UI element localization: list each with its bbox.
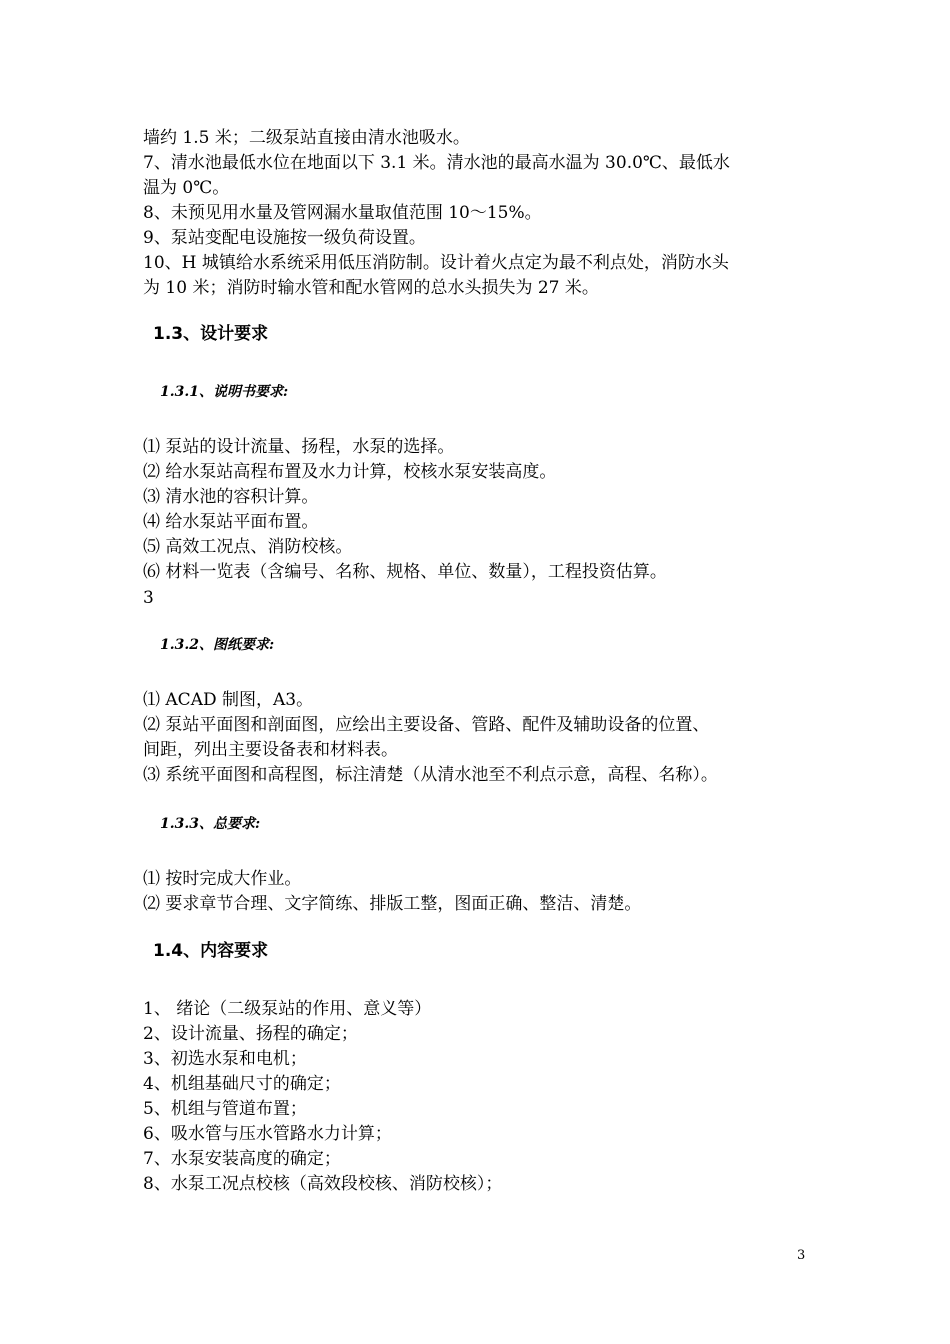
list-item: ⑵ 给水泵站高程布置及水力计算，校核水泵安装高度。 xyxy=(143,462,557,482)
list-item: ⑶ 清水池的容积计算。 xyxy=(143,487,319,507)
page-number: 3 xyxy=(797,1248,806,1263)
list-item: ⑴ ACAD 制图，A3。 xyxy=(143,690,314,710)
subsection-heading-1-3-3: 1.3.3、总要求: xyxy=(160,816,261,832)
list-item: 5、机组与管道布置； xyxy=(143,1099,307,1119)
intro-line: 为 10 米；消防时输水管和配水管网的总水头损失为 27 米。 xyxy=(143,278,599,298)
list-item: ⑹ 材料一览表（含编号、名称、规格、单位、数量），工程投资估算。 xyxy=(143,562,667,582)
list-item: 4、机组基础尺寸的确定； xyxy=(143,1074,341,1094)
list-item: 3、初选水泵和电机； xyxy=(143,1049,307,1069)
list-item: ⑸ 高效工况点、消防校核。 xyxy=(143,537,353,557)
section-heading-1-4: 1.4、内容要求 xyxy=(153,941,269,961)
intro-line: 9、泵站变配电设施按一级负荷设置。 xyxy=(143,228,426,248)
list-item: ⑶ 系统平面图和高程图，标注清楚（从清水池至不利点示意，高程、名称）。 xyxy=(143,765,718,785)
list-item: 间距，列出主要设备表和材料表。 xyxy=(143,740,398,760)
list-item: 1、 绪论（二级泵站的作用、意义等） xyxy=(143,999,432,1019)
section-heading-1-3: 1.3、设计要求 xyxy=(153,324,269,344)
list-item: ⑴ 按时完成大作业。 xyxy=(143,869,302,889)
subsection-heading-1-3-1: 1.3.1、说明书要求: xyxy=(160,384,289,400)
intro-line: 墙约 1.5 米；二级泵站直接由清水池吸水。 xyxy=(143,128,470,148)
list-item: ⑷ 给水泵站平面布置。 xyxy=(143,512,319,532)
list-item: ⑵ 要求章节合理、文字简练、排版工整，图面正确、整洁、清楚。 xyxy=(143,894,642,914)
list-item: 7、水泵安装高度的确定； xyxy=(143,1149,341,1169)
intro-line: 8、未预见用水量及管网漏水量取值范围 10～15%。 xyxy=(143,203,542,223)
list-item: ⑴ 泵站的设计流量、扬程，水泵的选择。 xyxy=(143,437,455,457)
intro-line: 温为 0℃。 xyxy=(143,178,230,198)
subsection-heading-1-3-2: 1.3.2、图纸要求: xyxy=(160,637,275,653)
intro-line: 10、H 城镇给水系统采用低压消防制。设计着火点定为最不利点处，消防水头 xyxy=(143,253,729,273)
list-item: 8、水泵工况点校核（高效段校核、消防校核）； xyxy=(143,1174,503,1194)
intro-line: 7、清水池最低水位在地面以下 3.1 米。清水池的最高水温为 30.0℃、最低水 xyxy=(143,153,730,173)
stray-number: 3 xyxy=(143,588,154,608)
list-item: 6、吸水管与压水管路水力计算； xyxy=(143,1124,392,1144)
list-item: 2、设计流量、扬程的确定； xyxy=(143,1024,358,1044)
list-item: ⑵ 泵站平面图和剖面图，应绘出主要设备、管路、配件及辅助设备的位置、 xyxy=(143,715,710,735)
